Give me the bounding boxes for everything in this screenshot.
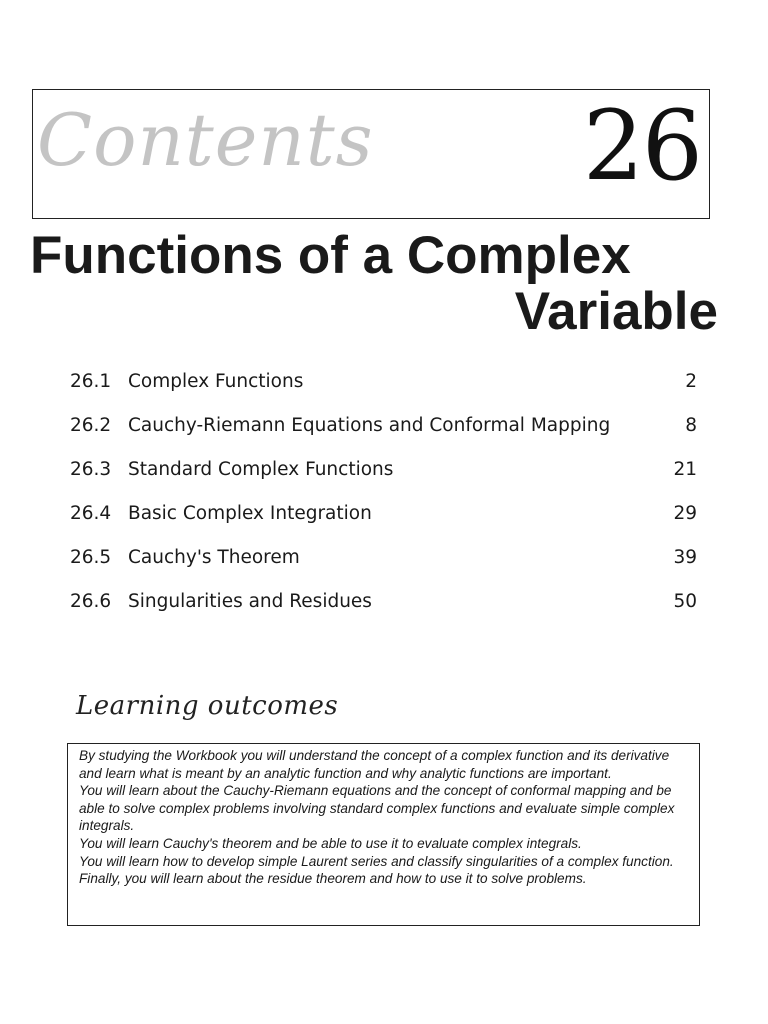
toc-entry-26-4[interactable]	[70, 496, 697, 540]
toc-section-title: Basic Complex Integration	[128, 503, 372, 524]
table-of-contents	[70, 364, 697, 628]
toc-section-title: Complex Functions	[128, 371, 304, 392]
toc-entry-26-1[interactable]	[70, 364, 697, 408]
toc-section-number: 26.4	[70, 503, 112, 524]
outcome-paragraph: You will learn Cauchy's theorem and be able to use it to evaluate complex integrals.	[79, 835, 582, 851]
toc-section-number: 26.3	[70, 459, 112, 480]
toc-section-number: 26.2	[70, 415, 112, 436]
toc-entry-26-6[interactable]	[70, 584, 697, 628]
learning-outcomes-box	[67, 743, 700, 926]
toc-section-number: 26.1	[70, 371, 112, 392]
outcome-paragraph: You will learn about the Cauchy-Riemann equations and the concept of conformal mapping and be able to solve complex problems involving standard complex functions and evaluate simple complex integrals.	[79, 783, 675, 834]
toc-page-number: 2	[685, 371, 697, 392]
contents-label: Contents	[37, 98, 374, 182]
toc-page-number: 8	[685, 415, 697, 436]
contents-header-box	[32, 89, 710, 219]
toc-entry-26-5[interactable]	[70, 540, 697, 584]
toc-page-number: 50	[673, 591, 697, 612]
chapter-number: 26	[582, 90, 701, 202]
toc-section-title: Singularities and Residues	[128, 591, 372, 612]
toc-entry-26-3[interactable]	[70, 452, 697, 496]
toc-section-number: 26.6	[70, 591, 112, 612]
toc-section-title: Standard Complex Functions	[128, 459, 394, 480]
toc-section-number: 26.5	[70, 547, 112, 568]
toc-section-title: Cauchy-Riemann Equations and Conformal Mapping	[128, 415, 611, 436]
outcome-paragraph: Finally, you will learn about the residue theorem and how to use it to solve problems.	[79, 871, 587, 887]
outcome-paragraph: By studying the Workbook you will understand the concept of a complex function and its derivative and learn what is meant by an analytic function and why analytic functions are important.	[79, 748, 670, 781]
toc-page-number: 39	[673, 547, 697, 568]
toc-page-number: 29	[673, 503, 697, 524]
toc-entry-26-2[interactable]	[70, 408, 697, 452]
chapter-title-line1: Functions of a Complex	[30, 226, 631, 285]
chapter-title-line2: Variable	[514, 282, 718, 341]
outcome-paragraph: You will learn how to develop simple Laurent series and classify singularities of a complex function.	[79, 853, 674, 869]
chapter-title	[30, 228, 718, 340]
toc-page-number: 21	[673, 459, 697, 480]
learning-outcomes-heading: Learning outcomes	[76, 691, 339, 721]
toc-section-title: Cauchy's Theorem	[128, 547, 300, 568]
